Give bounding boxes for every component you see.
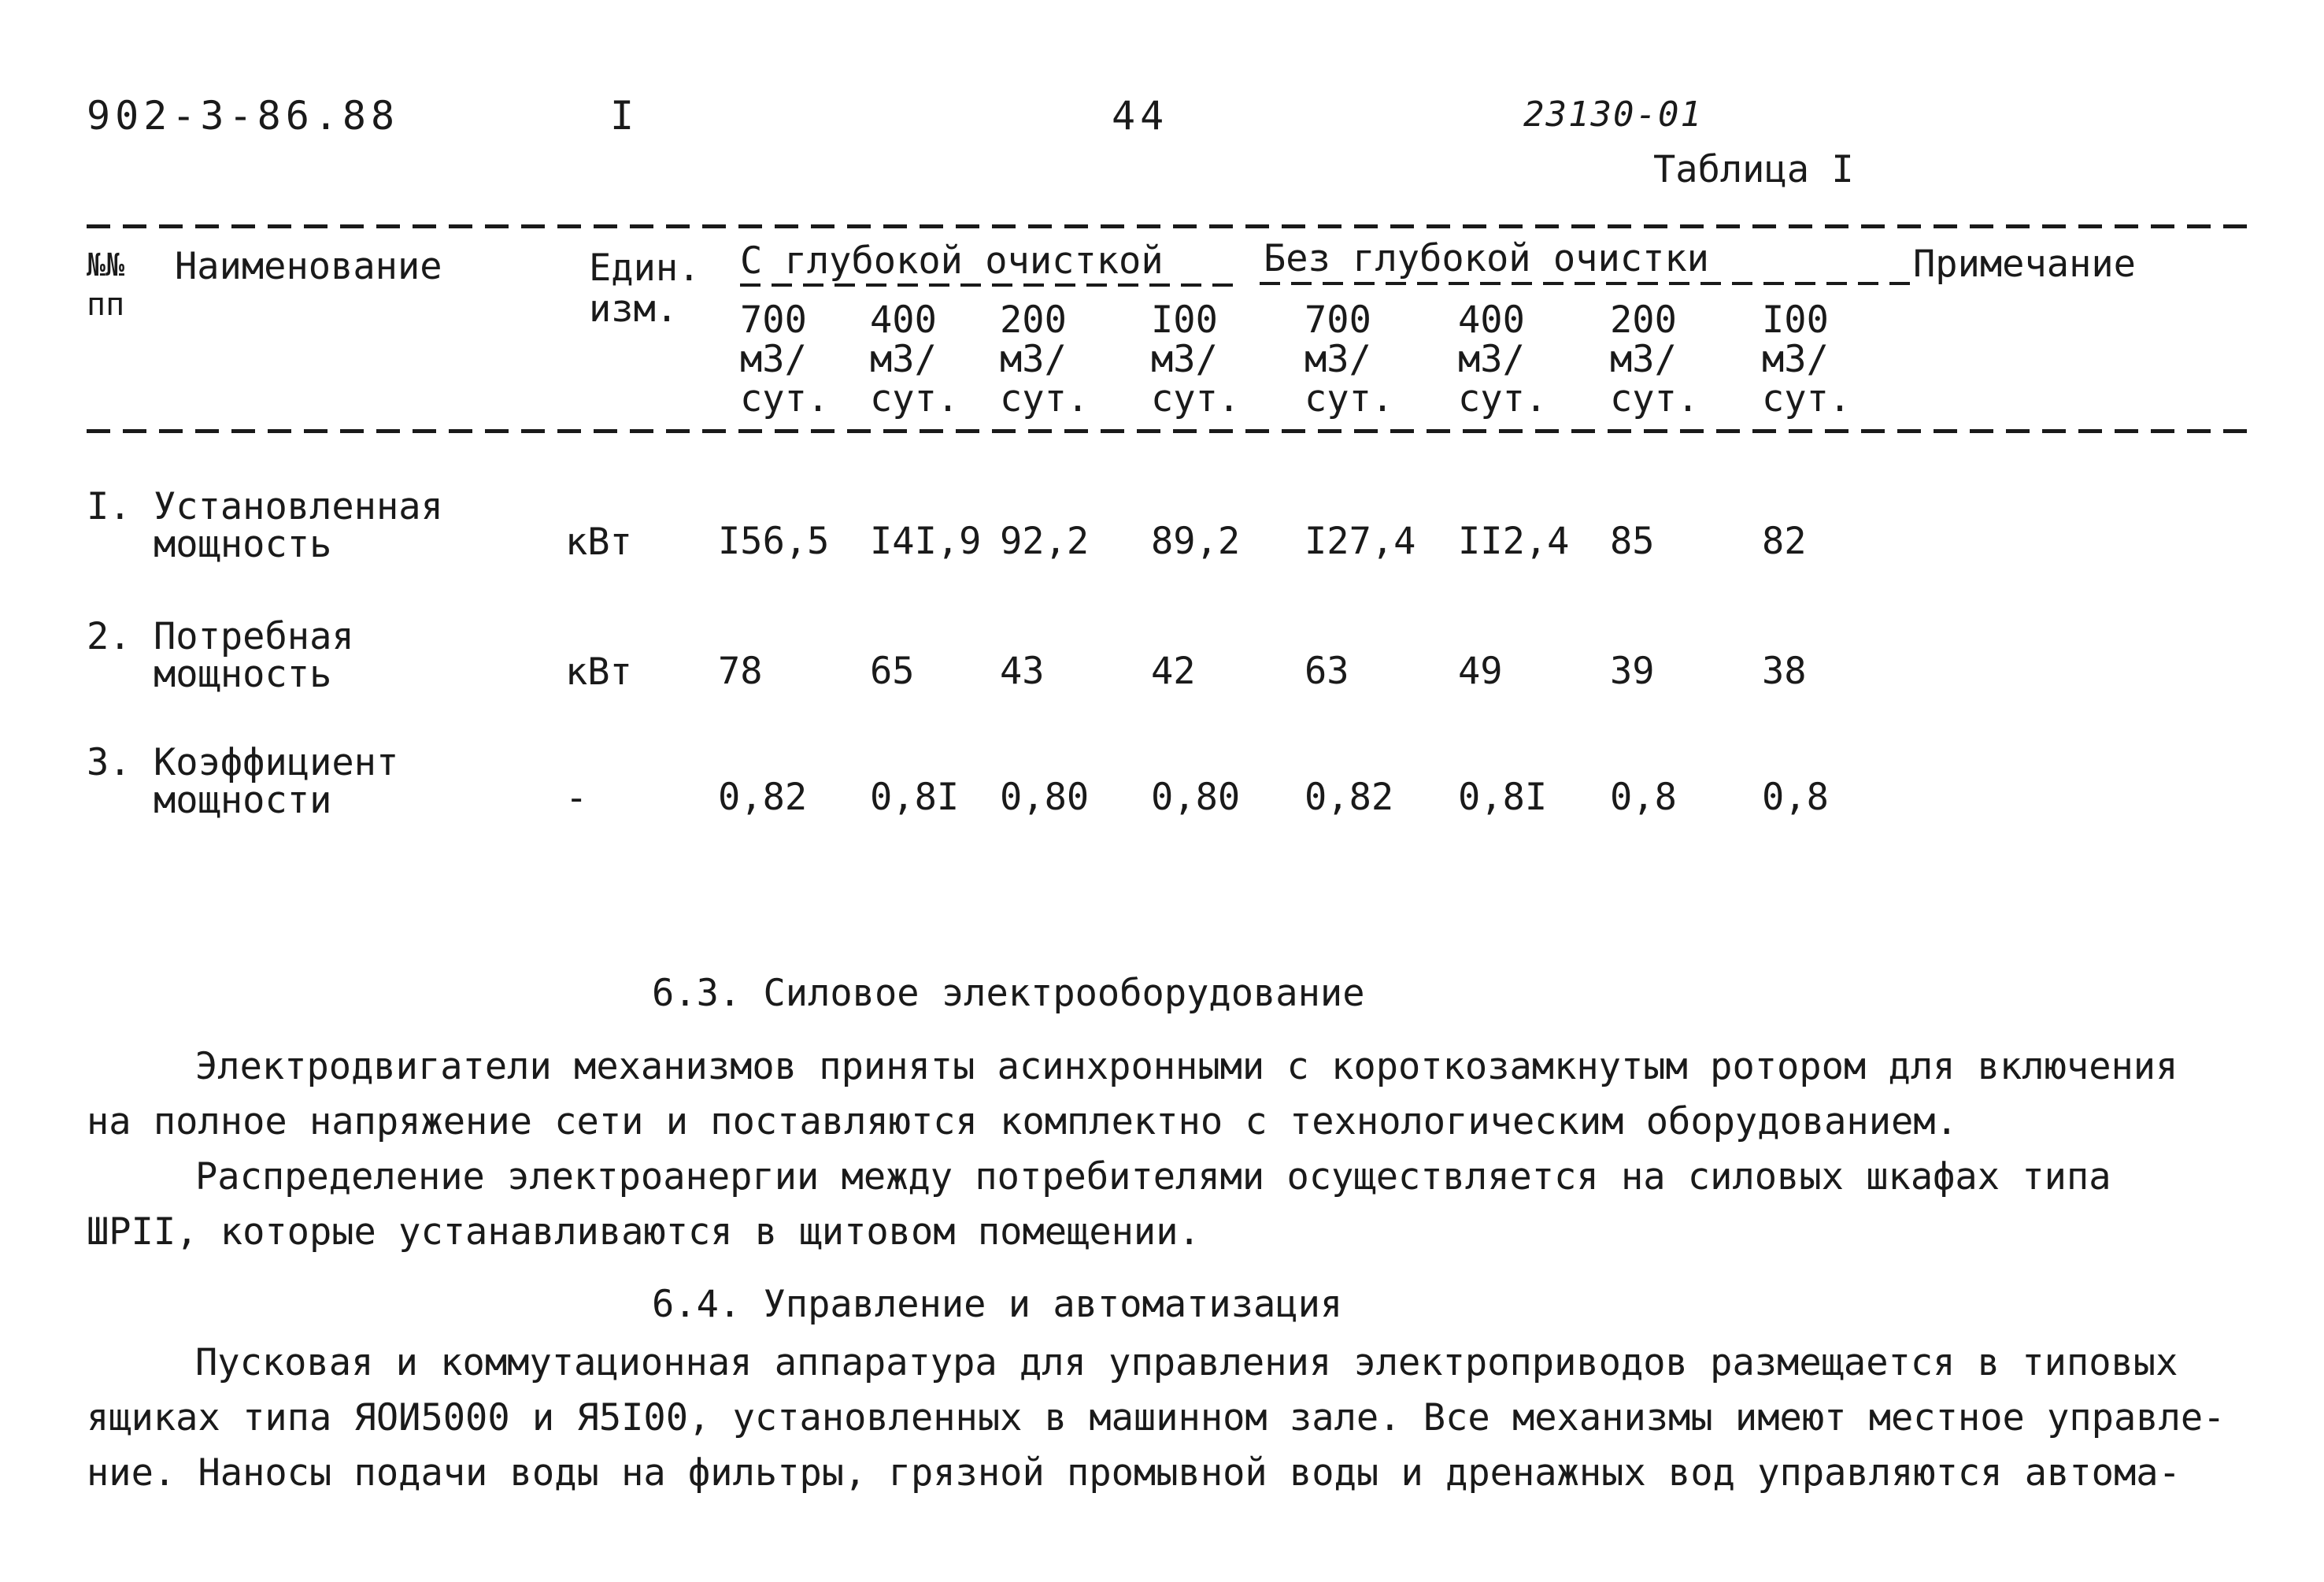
row-name: мощность <box>154 653 332 696</box>
table-label: Таблица I <box>1653 148 1854 191</box>
archive-number: 23130-01 <box>1523 94 1703 135</box>
table-cell: 65 <box>870 650 915 693</box>
paragraph-line: Распределение электроанергии между потребителями осуществляется на силовых шкафах типа <box>195 1155 2111 1199</box>
capacity-header: 400 м3/ сут. <box>870 298 960 421</box>
table-cell: 0,8 <box>1762 776 1829 819</box>
table-cell: I27,4 <box>1304 520 1416 563</box>
table-cell: 0,8I <box>1458 776 1548 819</box>
table-cell: 0,8 <box>1610 776 1677 819</box>
table-top-rule <box>87 224 2259 228</box>
sheet-mark: I <box>610 93 639 139</box>
table-cell: II2,4 <box>1458 520 1570 563</box>
capacity-header: 200 м3/ сут. <box>1000 298 1090 421</box>
capacity-header: 700 м3/ сут. <box>740 298 830 421</box>
table-cell: 42 <box>1151 650 1196 693</box>
row-number: I. <box>87 485 131 528</box>
capacity-header: 400 м3/ сут. <box>1458 298 1548 421</box>
paragraph-line: ящиках типа ЯОИ5000 и Я5I00, установленных в машинном зале. Все механизмы имеют местное управле- <box>87 1396 2226 1439</box>
table-cell: 0,82 <box>1304 776 1394 819</box>
section-title: 6.3. Силовое электрооборудование <box>652 972 1365 1015</box>
header-name-column: Наименование <box>175 245 442 288</box>
table-cell: 39 <box>1610 650 1655 693</box>
header-note-column: Примечание <box>1913 243 2136 286</box>
group-with-deep-cleaning: С глубокой очисткой <box>740 239 1164 283</box>
group-without-underline <box>1260 282 1913 285</box>
paragraph-line: ШРII, которые устанавливаются в щитовом помещении. <box>87 1210 1201 1254</box>
table-cell: 0,82 <box>718 776 808 819</box>
row-name: Потребная <box>154 615 354 658</box>
row-unit: кВт <box>565 521 632 564</box>
table-cell: 0,80 <box>1000 776 1090 819</box>
table-cell: 78 <box>718 650 763 693</box>
table-cell: 89,2 <box>1151 520 1241 563</box>
group-with-underline <box>740 283 1244 287</box>
table-cell: 82 <box>1762 520 1807 563</box>
page-number: 44 <box>1112 93 1169 139</box>
table-cell: 0,8I <box>870 776 960 819</box>
table-cell: 0,80 <box>1151 776 1241 819</box>
table-cell: 92,2 <box>1000 520 1090 563</box>
section-title: 6.4. Управление и автоматизация <box>652 1283 1343 1326</box>
table-cell: I56,5 <box>718 520 830 563</box>
paragraph-line: Пусковая и коммутационная аппаратура для управления электроприводов размещается в типовых <box>195 1341 2178 1384</box>
row-number: 3. <box>87 741 131 784</box>
table-cell: 63 <box>1304 650 1349 693</box>
paragraph-line: Электродвигатели механизмов приняты асинхронными с короткозамкнутым ротором для включения <box>195 1045 2178 1088</box>
row-unit: кВт <box>565 650 632 694</box>
row-name: мощность <box>154 523 332 566</box>
row-name: Коэффициент <box>154 741 399 784</box>
table-cell: 38 <box>1762 650 1807 693</box>
capacity-header: I00 м3/ сут. <box>1762 298 1852 421</box>
table-header-rule <box>87 429 2259 433</box>
row-name: мощности <box>154 779 332 822</box>
row-name: Установленная <box>154 485 443 528</box>
capacity-header: I00 м3/ сут. <box>1151 298 1241 421</box>
row-number: 2. <box>87 615 131 658</box>
paragraph-line: на полное напряжение сети и поставляются комплектно с технологическим оборудованием. <box>87 1100 1958 1143</box>
row-unit: - <box>565 776 588 820</box>
table-cell: 49 <box>1458 650 1503 693</box>
group-without-deep-cleaning: Без глубокой очистки <box>1264 237 1709 280</box>
table-cell: I4I,9 <box>870 520 982 563</box>
document-code: 902-3-86.88 <box>87 93 400 139</box>
table-cell: 85 <box>1610 520 1655 563</box>
header-number-column: №№ пп <box>87 247 125 323</box>
capacity-header: 200 м3/ сут. <box>1610 298 1700 421</box>
header-unit-column: Един. изм. <box>589 246 701 331</box>
table-cell: 43 <box>1000 650 1045 693</box>
paragraph-line: ние. Наносы подачи воды на фильтры, грязной промывной воды и дренажных вод управляются автома- <box>87 1451 2181 1495</box>
capacity-header: 700 м3/ сут. <box>1304 298 1394 421</box>
